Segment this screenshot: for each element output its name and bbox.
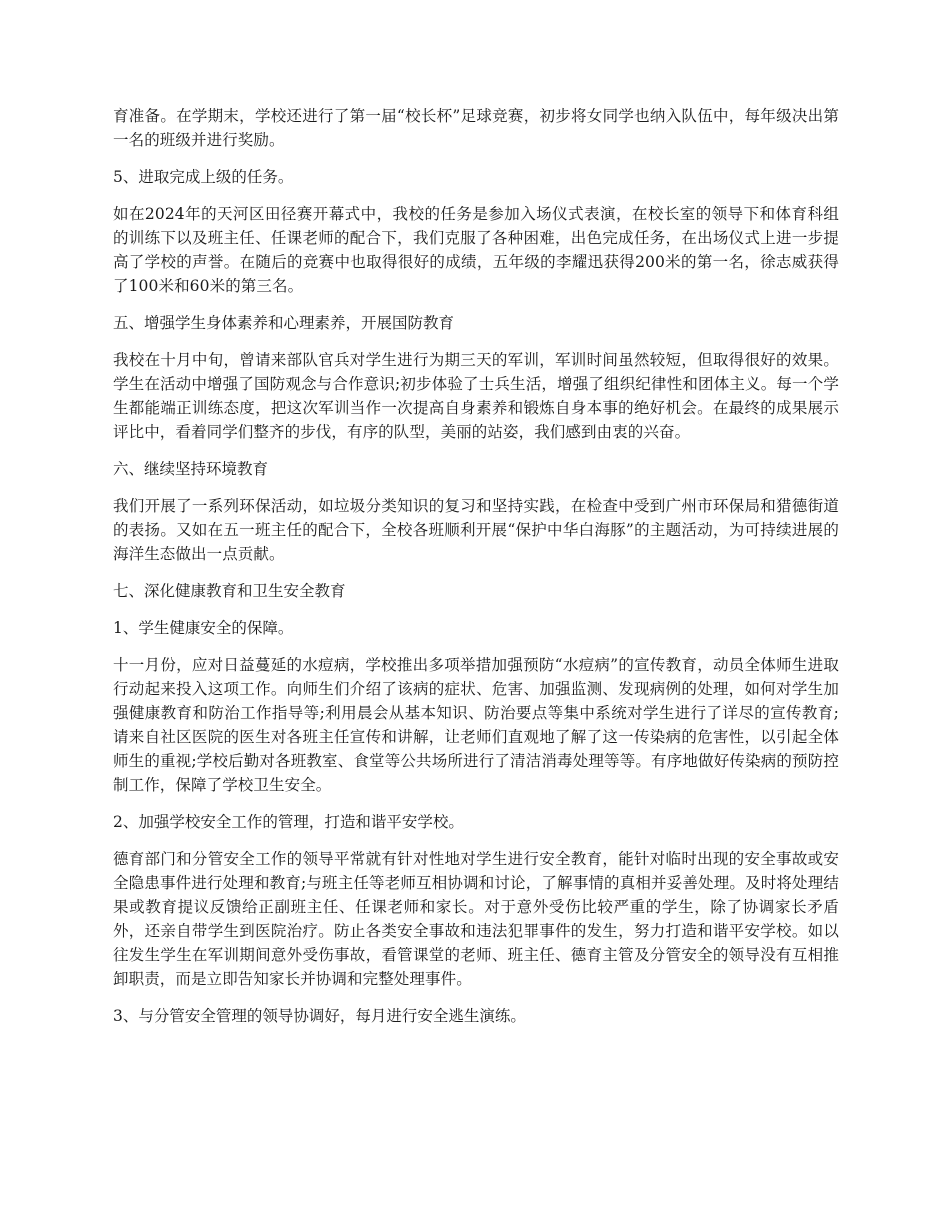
heading-escape-drill: 3、与分管安全管理的领导协调好，每月进行安全逃生演练。 [113,1007,526,1025]
heading-school-safety: 2、加强学校安全工作的管理，打造和谐平安学校。 [113,813,464,831]
paragraph-environmental: 我们开展了一系列环保活动，如垃圾分类知识的复习和坚持实践，在检查中受到广州市环保局和猎德街道的表扬。又如在五一班主任的配合下，全校各班顺利开展“保护中华白海豚”的主题活动，为可持续进展的海洋生态做出一点贡献。 [113,497,839,563]
paragraph-safety-management: 德育部门和分管安全工作的领导平常就有针对性地对学生进行安全教育，能针对临时出现的安全事故或安全隐患事件进行处理和教育;与班主任等老师互相协调和讨论，了解事情的真相并妥善处理。及时将处理结果或教育提议反馈给正副班主任、任课老师和家长。对于意外受伤比较严重的学生，除了协调家长矛盾外，还亲自带学生到医院治疗。防止各类安全事故和违法犯罪事件的发生，努力打造和谐平安学校。如以往发生学生在军训期间意外受伤事故，看管课堂的老师、班主任、德育主管及分管安全的领导没有互相推卸职责，而是立即告知家长并协调和完整处理事件。 [113,850,839,988]
heading-section-six: 六、继续坚持环境教育 [113,460,269,478]
paragraph-chickenpox: 十一月份，应对日益蔓延的水痘病，学校推出多项举措加强预防“水痘病”的宣传教育，动员全体师生进取行动起来投入这项工作。向师生们介绍了该病的症状、危害、加强监测、发现病例的处理，如何对学生加强健康教育和防治工作指导等;利用晨会从基本知识、防治要点等集中系统对学生进行了详尽的宣传教育;请来自社区医院的医生对各班主任宣传和讲解，让老师们直观地了解了这一传染病的危害性，以引起全体师生的重视;学校后勤对各班教室、食堂等公共场所进行了清洁消毒处理等等。有序地做好传染病的预防控制工作，保障了学校卫生安全。 [113,656,839,794]
paragraph-track-meet: 如在2024年的天河区田径赛开幕式中，我校的任务是参加入场仪式表演，在校长室的领导下和体育科组的训练下以及班主任、任课老师的配合下，我们克服了各种困难，出色完成任务，在出场仪式上进一步提高了学校的声誉。在随后的竞赛中也取得很好的成绩，五年级的李耀迅获得200米的第一名，徐志威获得了100米和60米的第三名。 [113,205,839,295]
heading-higher-level-tasks: 5、进取完成上级的任务。 [113,168,294,186]
heading-section-seven: 七、深化健康教育和卫生安全教育 [113,582,346,600]
heading-health-safety: 1、学生健康安全的保障。 [113,619,294,637]
paragraph-football-cup: 育准备。在学期末，学校还进行了第一届“校长杯”足球竞赛，初步将女同学也纳入队伍中，每年级决出第一名的班级并进行奖励。 [113,107,839,149]
document-page [113,104,839,1041]
paragraph-military-training: 我校在十月中旬，曾请来部队官兵对学生进行为期三天的军训，军训时间虽然较短，但取得很好的效果。学生在活动中增强了国防观念与合作意识;初步体验了士兵生活，增强了组织纪律性和团体主义。每一个学生都能端正训练态度，把这次军训当作一次提高自身素养和锻炼自身本事的绝好机会。在最终的成果展示评比中，看着同学们整齐的步伐，有序的队型，美丽的站姿，我们感到由衷的兴奋。 [113,351,839,441]
heading-section-five: 五、增强学生身体素养和心理素养，开展国防教育 [113,314,455,332]
